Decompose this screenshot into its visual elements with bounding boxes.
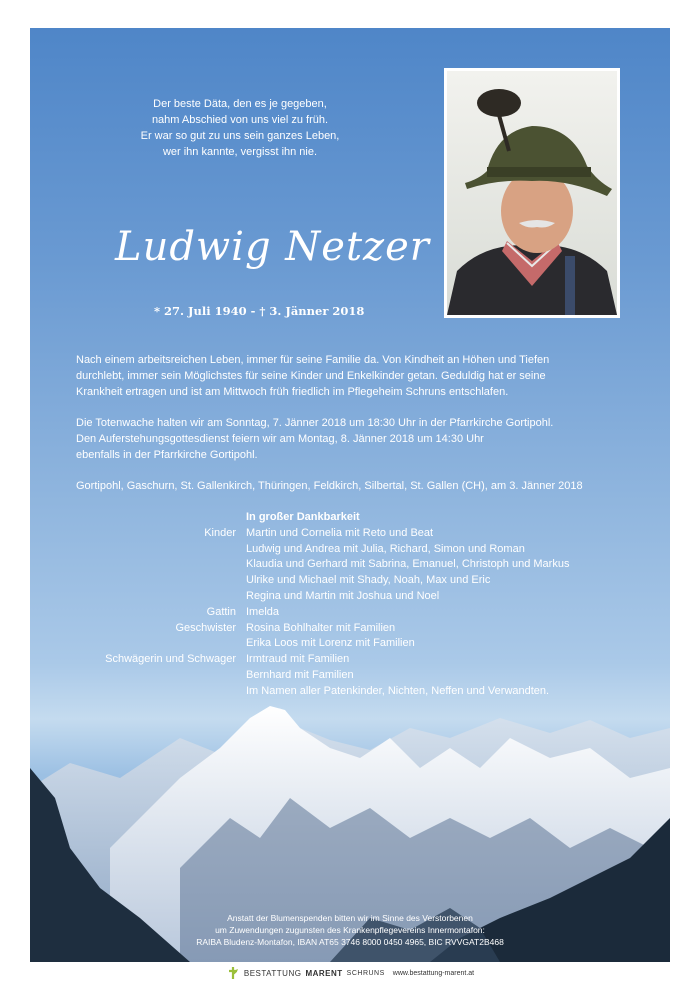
mourner-row [70,557,569,573]
mourners-heading: In großer Dankbarkeit [246,511,360,523]
relation-label [70,573,246,589]
relation-label: Geschwister [175,621,236,634]
memorial-quote [90,96,390,160]
mourner-names: Bernhard mit Familien [246,668,354,681]
relation-label [70,636,246,652]
mourner-row [70,652,569,668]
service-info-paragraph [76,415,553,463]
biography-paragraph [76,352,549,400]
note-line: um Zuwendungen zugunsten des Krankenpflegevereins Innermontafon: [215,925,485,935]
mourner-names: Regina und Martin mit Joshua und Noel [246,589,440,602]
life-dates: * 27. Juli 1940 - † 3. Jänner 2018 [154,304,365,318]
relation-label [70,589,246,605]
relation-label [70,557,246,573]
places-and-date [76,478,583,494]
mourner-row [70,573,569,589]
paragraph-line: Die Totenwache halten wir am Sonntag, 7. Jänner 2018 um 18:30 Uhr in der Pfarrkirche Gortipohl. [76,417,554,429]
relation-label [70,684,246,700]
mourner-names: Rosina Bohlhalter mit Familien [246,621,396,634]
relation-label: Kinder [204,526,236,539]
cross-leaf-icon [226,966,240,980]
mourners-list [70,510,569,700]
mourner-row [70,684,569,700]
paragraph-line: Nach einem arbeitsreichen Leben, immer für seine Familie da. Von Kindheit an Höhen und Tiefen [76,354,550,366]
mourner-row [70,621,569,637]
portrait-photo [444,68,620,318]
mourner-row [70,542,569,558]
brand-prefix: BESTATTUNG [243,968,302,978]
donation-note [30,912,670,948]
mourner-names: Martin und Cornelia mit Reto und Beat [246,526,434,539]
brand-name: MARENT [305,968,343,978]
mourner-row [70,605,569,621]
mourner-names: Ulrike und Michael mit Shady, Noah, Max und Eric [246,574,491,587]
mourner-names: Irmtraud mit Familien [246,653,350,666]
relation-label [70,542,246,558]
mourner-row [70,526,569,542]
mourner-names: Im Namen aller Patenkinder, Nichten, Neffen und Verwandten. [246,684,550,697]
relation-label: Gattin [206,605,236,618]
mourner-row [70,636,569,652]
paragraph-line: durchlebt, immer sein Möglichstes für seine Kinder und Enkelkinder getan. Geduldig hat er seine [76,370,546,382]
quote-line: wer ihn kannte, vergisst ihn nie. [162,146,318,158]
mourner-names: Imelda [246,605,280,618]
paragraph-line: Krankheit ertragen und ist am Mittwoch früh friedlich im Pflegeheim Schruns entschlafen. [76,386,509,398]
mourner-names: Erika Loos mit Lorenz mit Familien [246,637,415,650]
mourner-row [70,589,569,605]
note-line: RAIBA Bludenz-Montafon, IBAN AT65 3746 8000 0450 4965, BIC RVVGAT2B468 [196,937,504,947]
note-line: Anstatt der Blumenspenden bitten wir im Sinne des Verstorbenen [227,913,473,923]
funeral-home-footer [0,963,700,983]
quote-line: nahm Abschied von uns viel zu früh. [151,114,329,126]
mourner-names: Klaudia und Gerhard mit Sabrina, Emanuel, Christoph und Markus [246,558,570,571]
obituary-card [30,28,670,962]
relation-label: Schwägerin und Schwager [105,653,236,666]
mourner-row [70,668,569,684]
mourner-names: Ludwig und Andrea mit Julia, Richard, Simon und Roman [246,542,525,555]
relation-label [70,668,246,684]
paragraph-line: Gortipohl, Gaschurn, St. Gallenkirch, Thüringen, Feldkirch, Silbertal, St. Gallen (CH), am 3. Jänner 2018 [76,480,583,492]
website-url[interactable]: www.bestattung-marent.at [392,969,475,977]
brand-location: SCHRUNS [346,969,385,977]
deceased-name: Ludwig Netzer [115,224,430,270]
paragraph-line: ebenfalls in der Pfarrkirche Gortipohl. [76,449,258,461]
paragraph-line: Den Auferstehungsgottesdienst feiern wir am Montag, 8. Jänner 2018 um 14:30 Uhr [76,433,484,445]
quote-line: Der beste Däta, den es je gegeben, [153,98,327,110]
quote-line: Er war so gut zu uns sein ganzes Leben, [140,130,340,142]
